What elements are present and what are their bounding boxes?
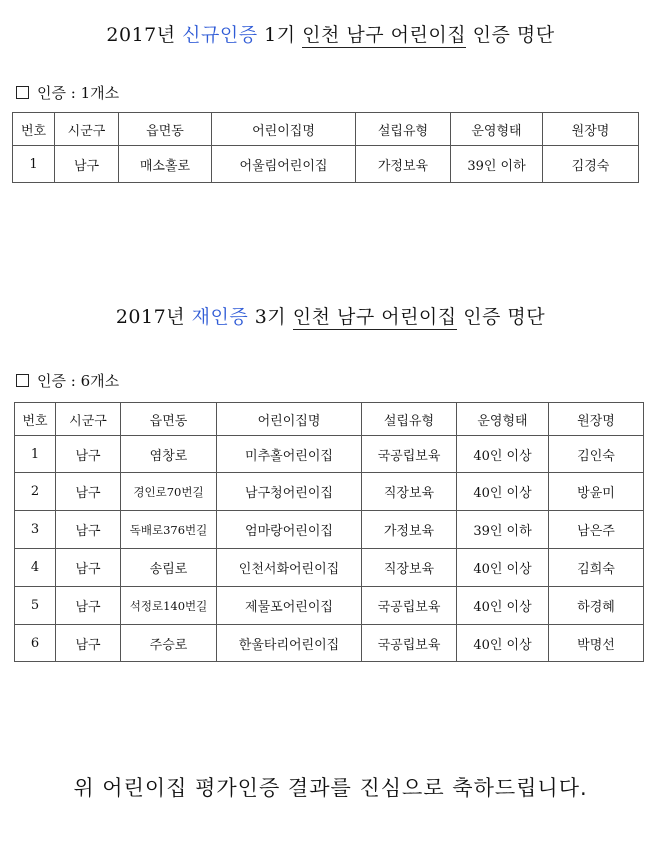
table-cell: 남구 <box>56 511 121 549</box>
congratulations-message: 위 어린이집 평가인증 결과를 진심으로 축하드립니다. <box>73 776 588 800</box>
table-cell: 2 <box>15 473 56 511</box>
section1-header-row <box>13 113 639 146</box>
column-header: 원장명 <box>543 113 639 146</box>
table-cell: 인천서화어린이집 <box>217 549 362 587</box>
table-cell: 직장보육 <box>362 473 457 511</box>
table-row <box>15 625 644 662</box>
section2-title-suffix: 인증 명단 <box>463 306 546 328</box>
table-row <box>15 473 644 511</box>
checkbox-square-icon <box>16 86 29 99</box>
table-cell: 40인 이상 <box>457 436 549 473</box>
table-cell: 6 <box>15 625 56 662</box>
table-cell: 39인 이하 <box>451 146 543 183</box>
column-header: 설립유형 <box>362 403 457 436</box>
table-cell: 가정보육 <box>362 511 457 549</box>
section1-title-suffix: 인증 명단 <box>472 24 555 46</box>
checkbox-square-icon <box>16 374 29 387</box>
table-cell: 1 <box>13 146 55 183</box>
column-header: 번호 <box>15 403 56 436</box>
section2-title-term: 3기 <box>254 306 287 328</box>
section1-title-term: 1기 <box>264 24 296 46</box>
table-cell: 독배로376번길 <box>121 511 217 549</box>
table-cell: 하경혜 <box>549 587 644 625</box>
table-cell: 국공립보육 <box>362 587 457 625</box>
section2-title-highlight: 재인증 <box>191 306 249 328</box>
section2-title-year: 2017년 <box>115 306 186 328</box>
table-cell: 40인 이상 <box>457 587 549 625</box>
table-cell: 김경숙 <box>543 146 639 183</box>
column-header: 운영형태 <box>451 113 543 146</box>
table-cell: 김희숙 <box>549 549 644 587</box>
table-cell: 가정보육 <box>356 146 451 183</box>
table-cell: 남구 <box>56 473 121 511</box>
column-header: 어린이집명 <box>212 113 356 146</box>
column-header: 번호 <box>13 113 55 146</box>
table-cell: 석정로140번길 <box>121 587 217 625</box>
table-row <box>15 587 644 625</box>
table-cell: 미추홀어린이집 <box>217 436 362 473</box>
table-cell: 방윤미 <box>549 473 644 511</box>
column-header: 시군구 <box>56 403 121 436</box>
section1-table <box>12 112 639 183</box>
section2-label <box>16 370 119 391</box>
table-row <box>13 146 639 183</box>
section1-title-year: 2017년 <box>106 24 176 46</box>
section1-title-highlight: 신규인증 <box>182 24 258 46</box>
table-cell: 어울림어린이집 <box>212 146 356 183</box>
column-header: 읍면동 <box>119 113 212 146</box>
table-row <box>15 436 644 473</box>
table-cell: 한울타리어린이집 <box>217 625 362 662</box>
column-header: 어린이집명 <box>217 403 362 436</box>
table-cell: 4 <box>15 549 56 587</box>
section1-label-text: 인증 : 1개소 <box>37 84 120 102</box>
column-header: 원장명 <box>549 403 644 436</box>
table-cell: 40인 이상 <box>457 625 549 662</box>
column-header: 운영형태 <box>457 403 549 436</box>
section1-label <box>16 82 119 103</box>
column-header: 설립유형 <box>356 113 451 146</box>
table-cell: 염창로 <box>121 436 217 473</box>
table-cell: 주승로 <box>121 625 217 662</box>
column-header: 시군구 <box>55 113 119 146</box>
table-cell: 엄마랑어린이집 <box>217 511 362 549</box>
table-cell: 남구청어린이집 <box>217 473 362 511</box>
table-cell: 40인 이상 <box>457 473 549 511</box>
table-cell: 김인숙 <box>549 436 644 473</box>
section2-table <box>14 402 644 662</box>
section2-title <box>0 302 661 329</box>
table-cell: 박명선 <box>549 625 644 662</box>
table-cell: 남구 <box>56 436 121 473</box>
table-cell: 국공립보육 <box>362 436 457 473</box>
section1-title-region: 인천 남구 어린이집 <box>302 24 467 46</box>
table-cell: 남구 <box>56 625 121 662</box>
table-row <box>15 549 644 587</box>
table-cell: 39인 이하 <box>457 511 549 549</box>
table-cell: 남구 <box>56 587 121 625</box>
table-row <box>15 511 644 549</box>
table-cell: 경인로70번길 <box>121 473 217 511</box>
table-cell: 남구 <box>55 146 119 183</box>
section2-title-region: 인천 남구 어린이집 <box>292 306 457 328</box>
table-cell: 매소홀로 <box>119 146 212 183</box>
table-cell: 3 <box>15 511 56 549</box>
table-cell: 국공립보육 <box>362 625 457 662</box>
section2-label-text: 인증 : 6개소 <box>37 372 120 390</box>
table-cell: 직장보육 <box>362 549 457 587</box>
table-cell: 송림로 <box>121 549 217 587</box>
table-cell: 제물포어린이집 <box>217 587 362 625</box>
section1-title <box>0 20 661 47</box>
table-cell: 5 <box>15 587 56 625</box>
table-cell: 남구 <box>56 549 121 587</box>
column-header: 읍면동 <box>121 403 217 436</box>
section2-header-row <box>15 403 644 436</box>
table-cell: 1 <box>15 436 56 473</box>
table-cell: 남은주 <box>549 511 644 549</box>
table-cell: 40인 이상 <box>457 549 549 587</box>
